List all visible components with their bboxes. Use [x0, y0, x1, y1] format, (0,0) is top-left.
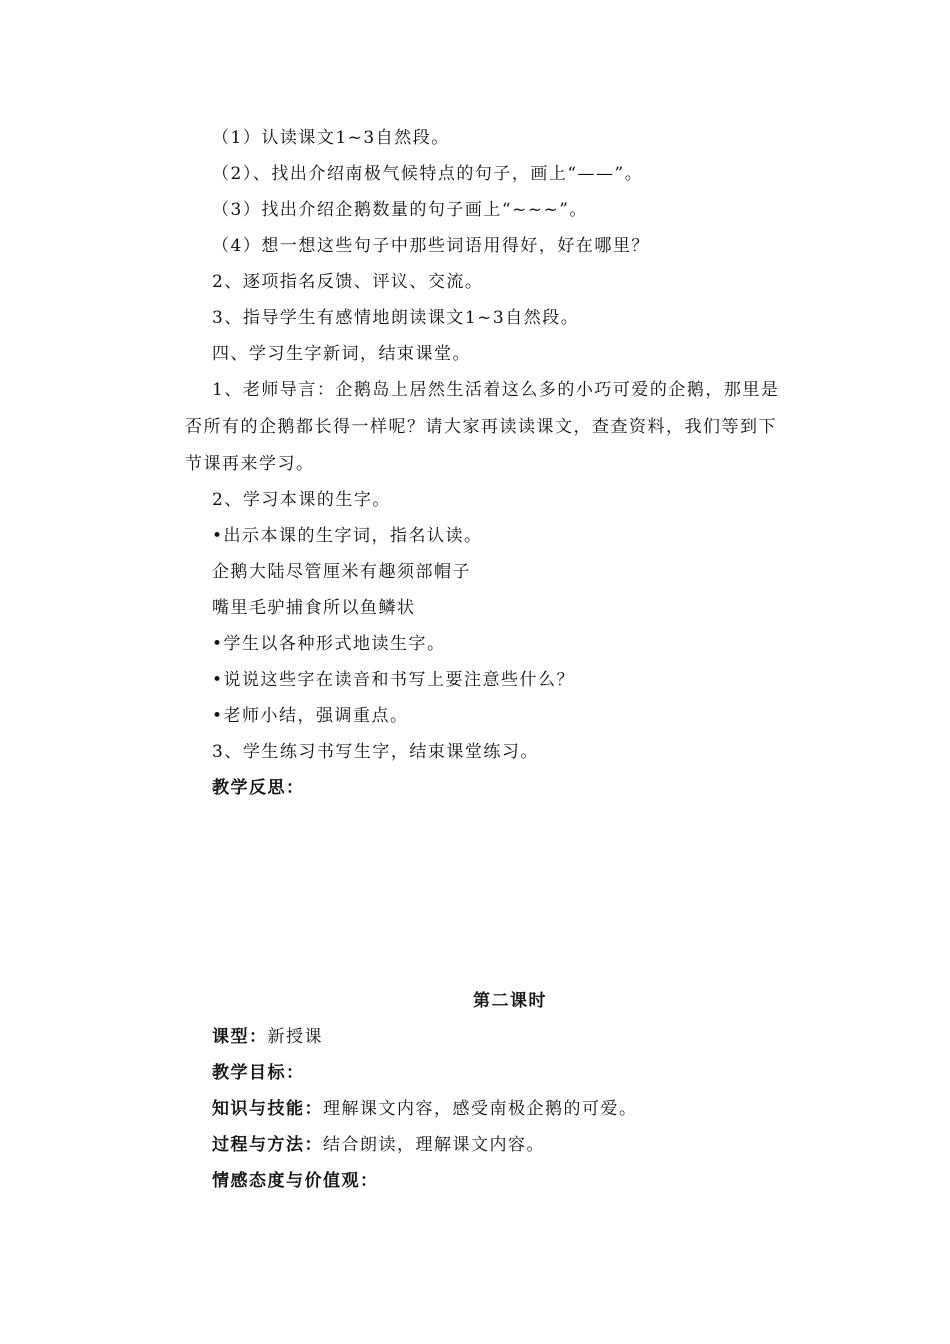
practice-line: 3、学生练习书写生字，结束课堂练习。 [212, 742, 539, 762]
knowledge-row [212, 1098, 638, 1120]
guide-line-3: 节课再来学习。 [185, 454, 315, 474]
process-value: 结合朗读，理解课文内容。 [323, 1135, 545, 1155]
reading-guidance-line: 3、指导学生有感情地朗读课文1~3自然段。 [212, 308, 580, 328]
step-1: （1）认读课文1~3自然段。 [212, 128, 450, 148]
feedback-line: 2、逐项指名反馈、评议、交流。 [212, 272, 484, 292]
lesson-type-label: 课型： [212, 1027, 268, 1047]
guide-line-2: 否所有的企鹅都长得一样呢？请大家再读读课文，查查资料，我们等到下 [185, 417, 777, 437]
reflection-label: 教学反思： [212, 778, 305, 798]
learn-line: 2、学习本课的生字。 [212, 490, 391, 510]
lesson-type-row [212, 1026, 323, 1048]
emotion-label: 情感态度与价值观： [212, 1171, 379, 1191]
teaching-goals-label: 教学目标： [212, 1063, 305, 1083]
knowledge-label: 知识与技能： [212, 1099, 323, 1119]
step-3: （3）找出介绍企鹅数量的句子画上“~~~”。 [212, 200, 588, 220]
process-row [212, 1134, 545, 1156]
lesson-type-value: 新授课 [267, 1027, 323, 1047]
knowledge-value: 理解课文内容，感受南极企鹅的可爱。 [323, 1099, 638, 1119]
step-4: （4）想一想这些句子中那些词语用得好，好在哪里？ [212, 236, 650, 256]
step-2: （2）、找出介绍南极气候特点的句子，画上“——”。 [212, 164, 644, 184]
bullet-show-words: •出示本课的生字词，指名认读。 [212, 526, 483, 546]
section-heading-four: 四、学习生字新词，结束课堂。 [212, 344, 471, 364]
word-list-1: 企鹅大陆尽管厘米有趣须部帽子 [212, 562, 471, 582]
word-list-2: 嘴里毛驴捕食所以鱼鳞状 [212, 598, 416, 618]
lesson2-title: 第二课时 [473, 991, 547, 1011]
bullet-summary: •老师小结，强调重点。 [212, 706, 409, 726]
guide-line-1: 1、老师导言：企鹅岛上居然生活着这么多的小巧可爱的企鹅，那里是 [212, 380, 780, 400]
bullet-read-forms: •学生以各种形式地读生字。 [212, 634, 446, 654]
bullet-notice: •说说这些字在读音和书写上要注意些什么？ [212, 670, 576, 690]
process-label: 过程与方法： [212, 1135, 323, 1155]
